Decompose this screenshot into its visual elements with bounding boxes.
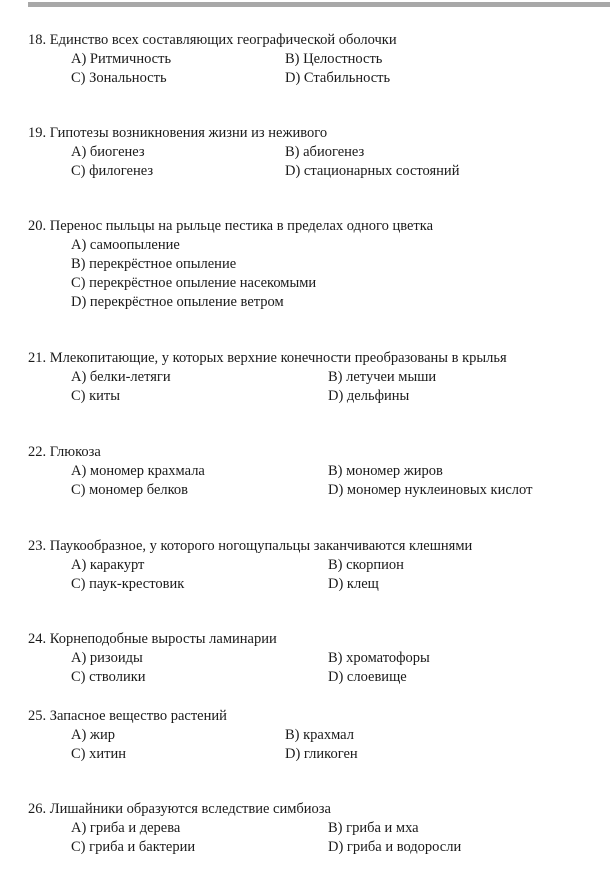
option-a[interactable]: A) Ритмичность (71, 51, 172, 67)
option-b[interactable]: B) летучеи мыши (328, 369, 437, 385)
top-divider (28, 2, 610, 7)
options (71, 649, 603, 687)
option-d[interactable]: D) гриба и водоросли (328, 839, 462, 855)
question-25 (28, 707, 603, 764)
question-text: 26. Лишайники образуются вследствие симбиоза (28, 801, 331, 817)
option-a[interactable]: A) самоопыление (71, 237, 180, 253)
option-c[interactable]: C) киты (71, 388, 121, 404)
option-b[interactable]: B) Целостность (285, 51, 383, 67)
options (71, 819, 603, 857)
question-text: 25. Запасное вещество растений (28, 708, 227, 724)
option-d[interactable]: D) гликоген (285, 746, 358, 762)
question-text: 19. Гипотезы возникновения жизни из неживого (28, 125, 328, 141)
options (71, 556, 603, 594)
option-a[interactable]: A) биогенез (71, 144, 145, 160)
question-text: 18. Единство всех составляющих географической оболочки (28, 32, 397, 48)
option-d[interactable]: D) дельфины (328, 388, 410, 404)
question-22 (28, 443, 603, 500)
option-d[interactable]: D) слоевище (328, 669, 407, 685)
options (71, 462, 603, 500)
option-d[interactable]: D) перекрёстное опыление ветром (71, 294, 284, 310)
option-c[interactable]: C) мономер белков (71, 482, 189, 498)
question-text: 22. Глюкоза (28, 444, 101, 460)
question-24 (28, 630, 603, 687)
option-c[interactable]: C) гриба и бактерии (71, 839, 196, 855)
option-c[interactable]: C) хитин (71, 746, 126, 762)
option-d[interactable]: D) клещ (328, 576, 379, 592)
option-b[interactable]: B) скорпион (328, 557, 404, 573)
options (71, 726, 603, 764)
option-d[interactable]: D) Стабильность (285, 70, 391, 86)
option-c[interactable]: C) Зональность (71, 70, 167, 86)
question-19 (28, 124, 603, 181)
option-b[interactable]: B) перекрёстное опыление (71, 256, 237, 272)
question-text: 21. Млекопитающие, у которых верхние конечности преобразованы в крылья (28, 350, 507, 366)
option-c[interactable]: C) перекрёстное опыление насекомыми (71, 275, 317, 291)
option-c[interactable]: C) филогенез (71, 163, 154, 179)
option-b[interactable]: B) гриба и мха (328, 820, 419, 836)
option-c[interactable]: C) паук-крестовик (71, 576, 185, 592)
option-c[interactable]: C) стволики (71, 669, 146, 685)
option-b[interactable]: B) хроматофоры (328, 650, 430, 666)
option-b[interactable]: B) мономер жиров (328, 463, 443, 479)
question-21 (28, 349, 603, 406)
option-b[interactable]: B) абиогенез (285, 144, 365, 160)
option-d[interactable]: D) мономер нуклеиновых кислот (328, 482, 533, 498)
option-a[interactable]: A) белки-летяги (71, 369, 171, 385)
question-18 (28, 31, 603, 88)
option-a[interactable]: A) мономер крахмала (71, 463, 205, 479)
question-23 (28, 537, 603, 594)
question-text: 23. Паукообразное, у которого ногощупальцы заканчиваются клешнями (28, 538, 473, 554)
question-26 (28, 800, 603, 857)
option-d[interactable]: D) стационарных состояний (285, 163, 460, 179)
option-a[interactable]: A) каракурт (71, 557, 145, 573)
question-20 (28, 217, 603, 312)
option-a[interactable]: A) ризоиды (71, 650, 143, 666)
options (71, 368, 603, 406)
option-a[interactable]: A) жир (71, 727, 115, 743)
options (71, 50, 603, 88)
options (71, 236, 603, 312)
question-text: 24. Корнеподобные выросты ламинарии (28, 631, 277, 647)
options (71, 143, 603, 181)
option-a[interactable]: A) гриба и дерева (71, 820, 181, 836)
question-text: 20. Перенос пыльцы на рыльце пестика в пределах одного цветка (28, 218, 434, 234)
option-b[interactable]: B) крахмал (285, 727, 354, 743)
